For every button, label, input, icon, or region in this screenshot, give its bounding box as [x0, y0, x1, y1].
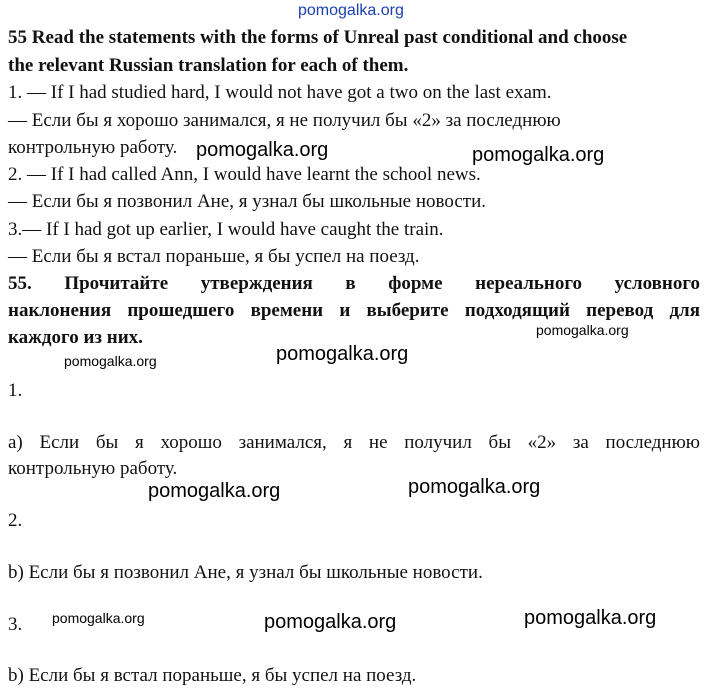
- watermark-3: pomogalka.org: [536, 322, 629, 338]
- watermark-10: pomogalka.org: [524, 607, 657, 629]
- task-heading-en-line2: the relevant Russian translation for each of them.: [8, 55, 409, 76]
- statement-1-ru-line2: контрольную работу.: [8, 137, 178, 158]
- statement-3-ru: — Если бы я встал пораньше, я бы успел на поезд.: [8, 246, 420, 267]
- task-heading-en-line1: 55 Read the statements with the forms of Unreal past conditional and choose: [8, 27, 628, 48]
- statement-3-en: 3.— If I had got up earlier, I would have caught the train.: [8, 219, 444, 240]
- statement-2-ru: — Если бы я позвонил Ане, я узнал бы школьные новости.: [8, 191, 486, 212]
- answer-1-number: 1.: [8, 380, 23, 401]
- answer-1-text-line1: а) Если бы я хорошо занимался, я не получил бы «2» за последнюю: [8, 432, 700, 453]
- statement-2-en: 2. — If I had called Ann, I would have learnt the school news.: [8, 164, 481, 185]
- answer-2-number: 2.: [8, 510, 23, 531]
- answer-2-text: b) Если бы я позвонил Ане, я узнал бы школьные новости.: [8, 562, 483, 583]
- answer-3-text: b) Если бы я встал пораньше, я бы успел на поезд.: [8, 665, 417, 686]
- task-heading-ru-line3: каждого из них.: [8, 327, 143, 348]
- watermark-8: pomogalka.org: [52, 610, 145, 626]
- watermark-7: pomogalka.org: [408, 476, 541, 498]
- task-heading-ru-line1: 55. Прочитайте утверждения в форме нереального условного: [8, 273, 700, 294]
- watermark-5: pomogalka.org: [276, 343, 409, 365]
- answer-3-number: 3.: [8, 614, 23, 635]
- watermark-9: pomogalka.org: [264, 611, 397, 633]
- statement-1-en: 1. — If I had studied hard, I would not have got a two on the last exam.: [8, 82, 552, 103]
- watermark-1: pomogalka.org: [196, 139, 329, 161]
- answer-1-text-line2: контрольную работу.: [8, 458, 178, 479]
- statement-1-ru-line1: — Если бы я хорошо занимался, я не получил бы «2» за последнюю: [8, 110, 561, 131]
- watermark-2: pomogalka.org: [472, 144, 605, 166]
- watermark-6: pomogalka.org: [148, 480, 281, 502]
- task-heading-ru-line2: наклонения прошедшего времени и выберите подходящий перевод для: [8, 300, 700, 321]
- watermark-top: pomogalka.org: [298, 2, 404, 19]
- watermark-4: pomogalka.org: [64, 353, 157, 369]
